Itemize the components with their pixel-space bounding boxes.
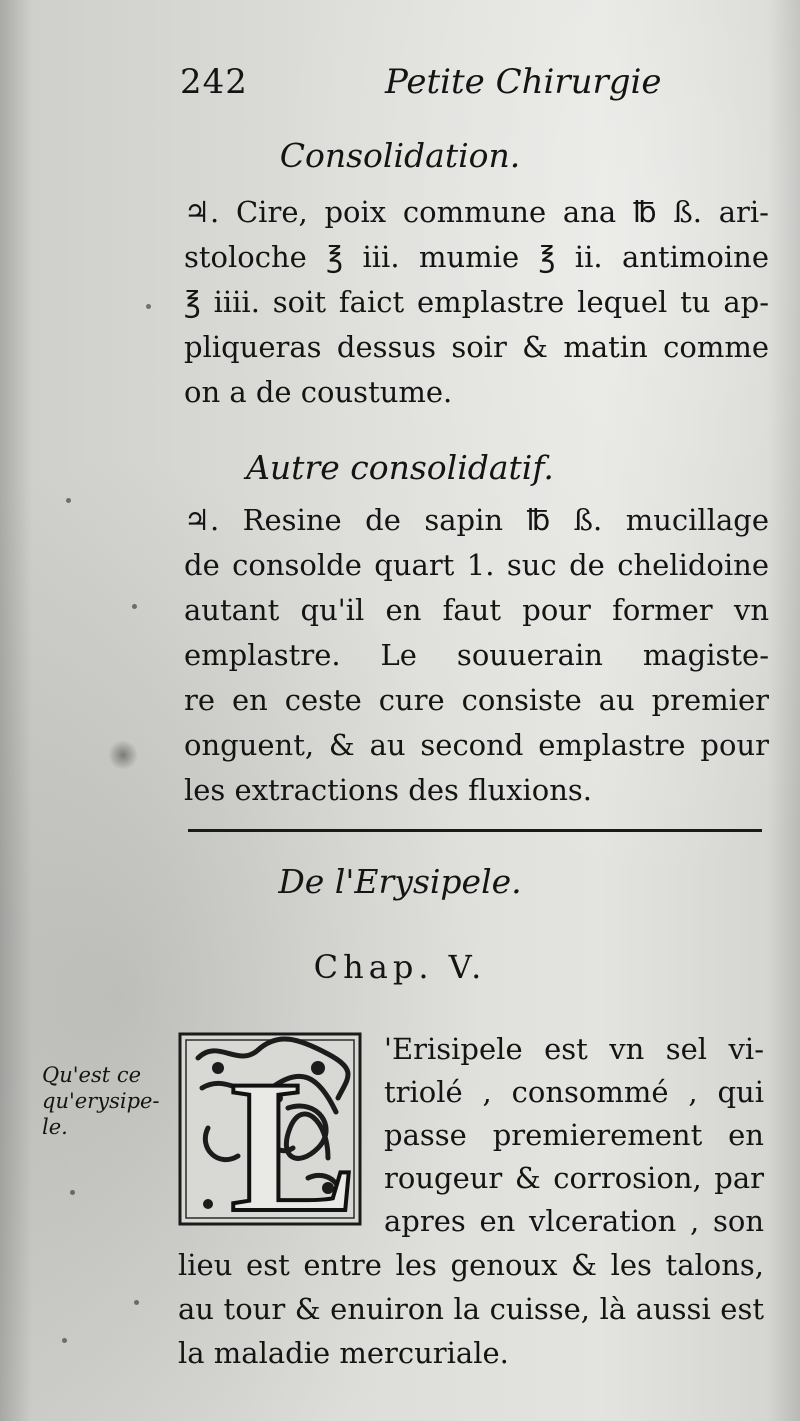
section-title-erysipele: De l'Erysipele. [278, 862, 522, 901]
body-text-full-width [178, 1243, 764, 1375]
chapter-heading: Chap. V. [313, 948, 487, 986]
paper-speck [70, 1190, 75, 1195]
text-line: ℥ iiii. soit faict emplastre lequel tu ap- [184, 285, 769, 319]
paper-speck [146, 304, 151, 309]
text-line: lieu est entre les genoux & les talons, [178, 1248, 764, 1282]
body-text-beside-initial [384, 1028, 764, 1243]
recipe-consolidation [184, 190, 769, 415]
text-line: au tour & enuiron la cuisse, là aussi est [178, 1292, 764, 1326]
page-number: 242 [180, 62, 248, 102]
text-line: les extractions des fluxions. [184, 773, 592, 807]
margin-note-line: le. [42, 1115, 68, 1139]
margin-note-line: qu'erysipe- [42, 1089, 160, 1113]
paper-speck [134, 1300, 139, 1305]
text-line: triolé , consommé , qui [384, 1075, 764, 1109]
section-title-consolidation: Consolidation. [279, 136, 521, 175]
paper-speck [66, 498, 71, 503]
text-line: de consolde quart 1. suc de chelidoine [184, 548, 769, 582]
text-line: la maladie mercuriale. [178, 1336, 509, 1370]
text-line: ♃. Cire, poix commune ana ℔ ß. ari- [184, 195, 769, 229]
paper-speck [62, 1338, 67, 1343]
text-line: emplastre. Le souuerain magiste- [184, 638, 769, 672]
page-header [180, 62, 740, 106]
running-head: Petite Chirurgie [385, 62, 662, 102]
text-line: stoloche ℥ iii. mumie ℥ ii. antimoine [184, 240, 769, 274]
text-line: ♃. Resine de sapin ℔ ß. mucillage [184, 503, 769, 537]
section-divider [188, 829, 762, 832]
margin-note [42, 1062, 172, 1140]
text-line: 'Erisipele est vn sel vi- [384, 1032, 764, 1066]
decorated-initial-letter [178, 1028, 364, 1228]
recipe-autre-consolidatif [184, 498, 769, 813]
text-line: passe premierement en [384, 1118, 764, 1152]
margin-note-line: Qu'est ce [42, 1063, 142, 1087]
text-line: re en ceste cure consiste au premier [184, 683, 769, 717]
text-line: rougeur & corrosion, par [384, 1161, 764, 1195]
paper-speck [132, 604, 137, 609]
paper-stain [108, 740, 138, 770]
text-line: pliqueras dessus soir & matin comme [184, 330, 769, 364]
initial-letter-l: L [230, 1042, 357, 1228]
section-title-autre-consolidatif: Autre consolidatif. [246, 448, 554, 487]
text-line: apres en vlceration , son [384, 1204, 764, 1238]
text-line: autant qu'il en faut pour former vn [184, 593, 769, 627]
text-line: on a de coustume. [184, 375, 453, 409]
text-line: onguent, & au second emplastre pour [184, 728, 769, 762]
